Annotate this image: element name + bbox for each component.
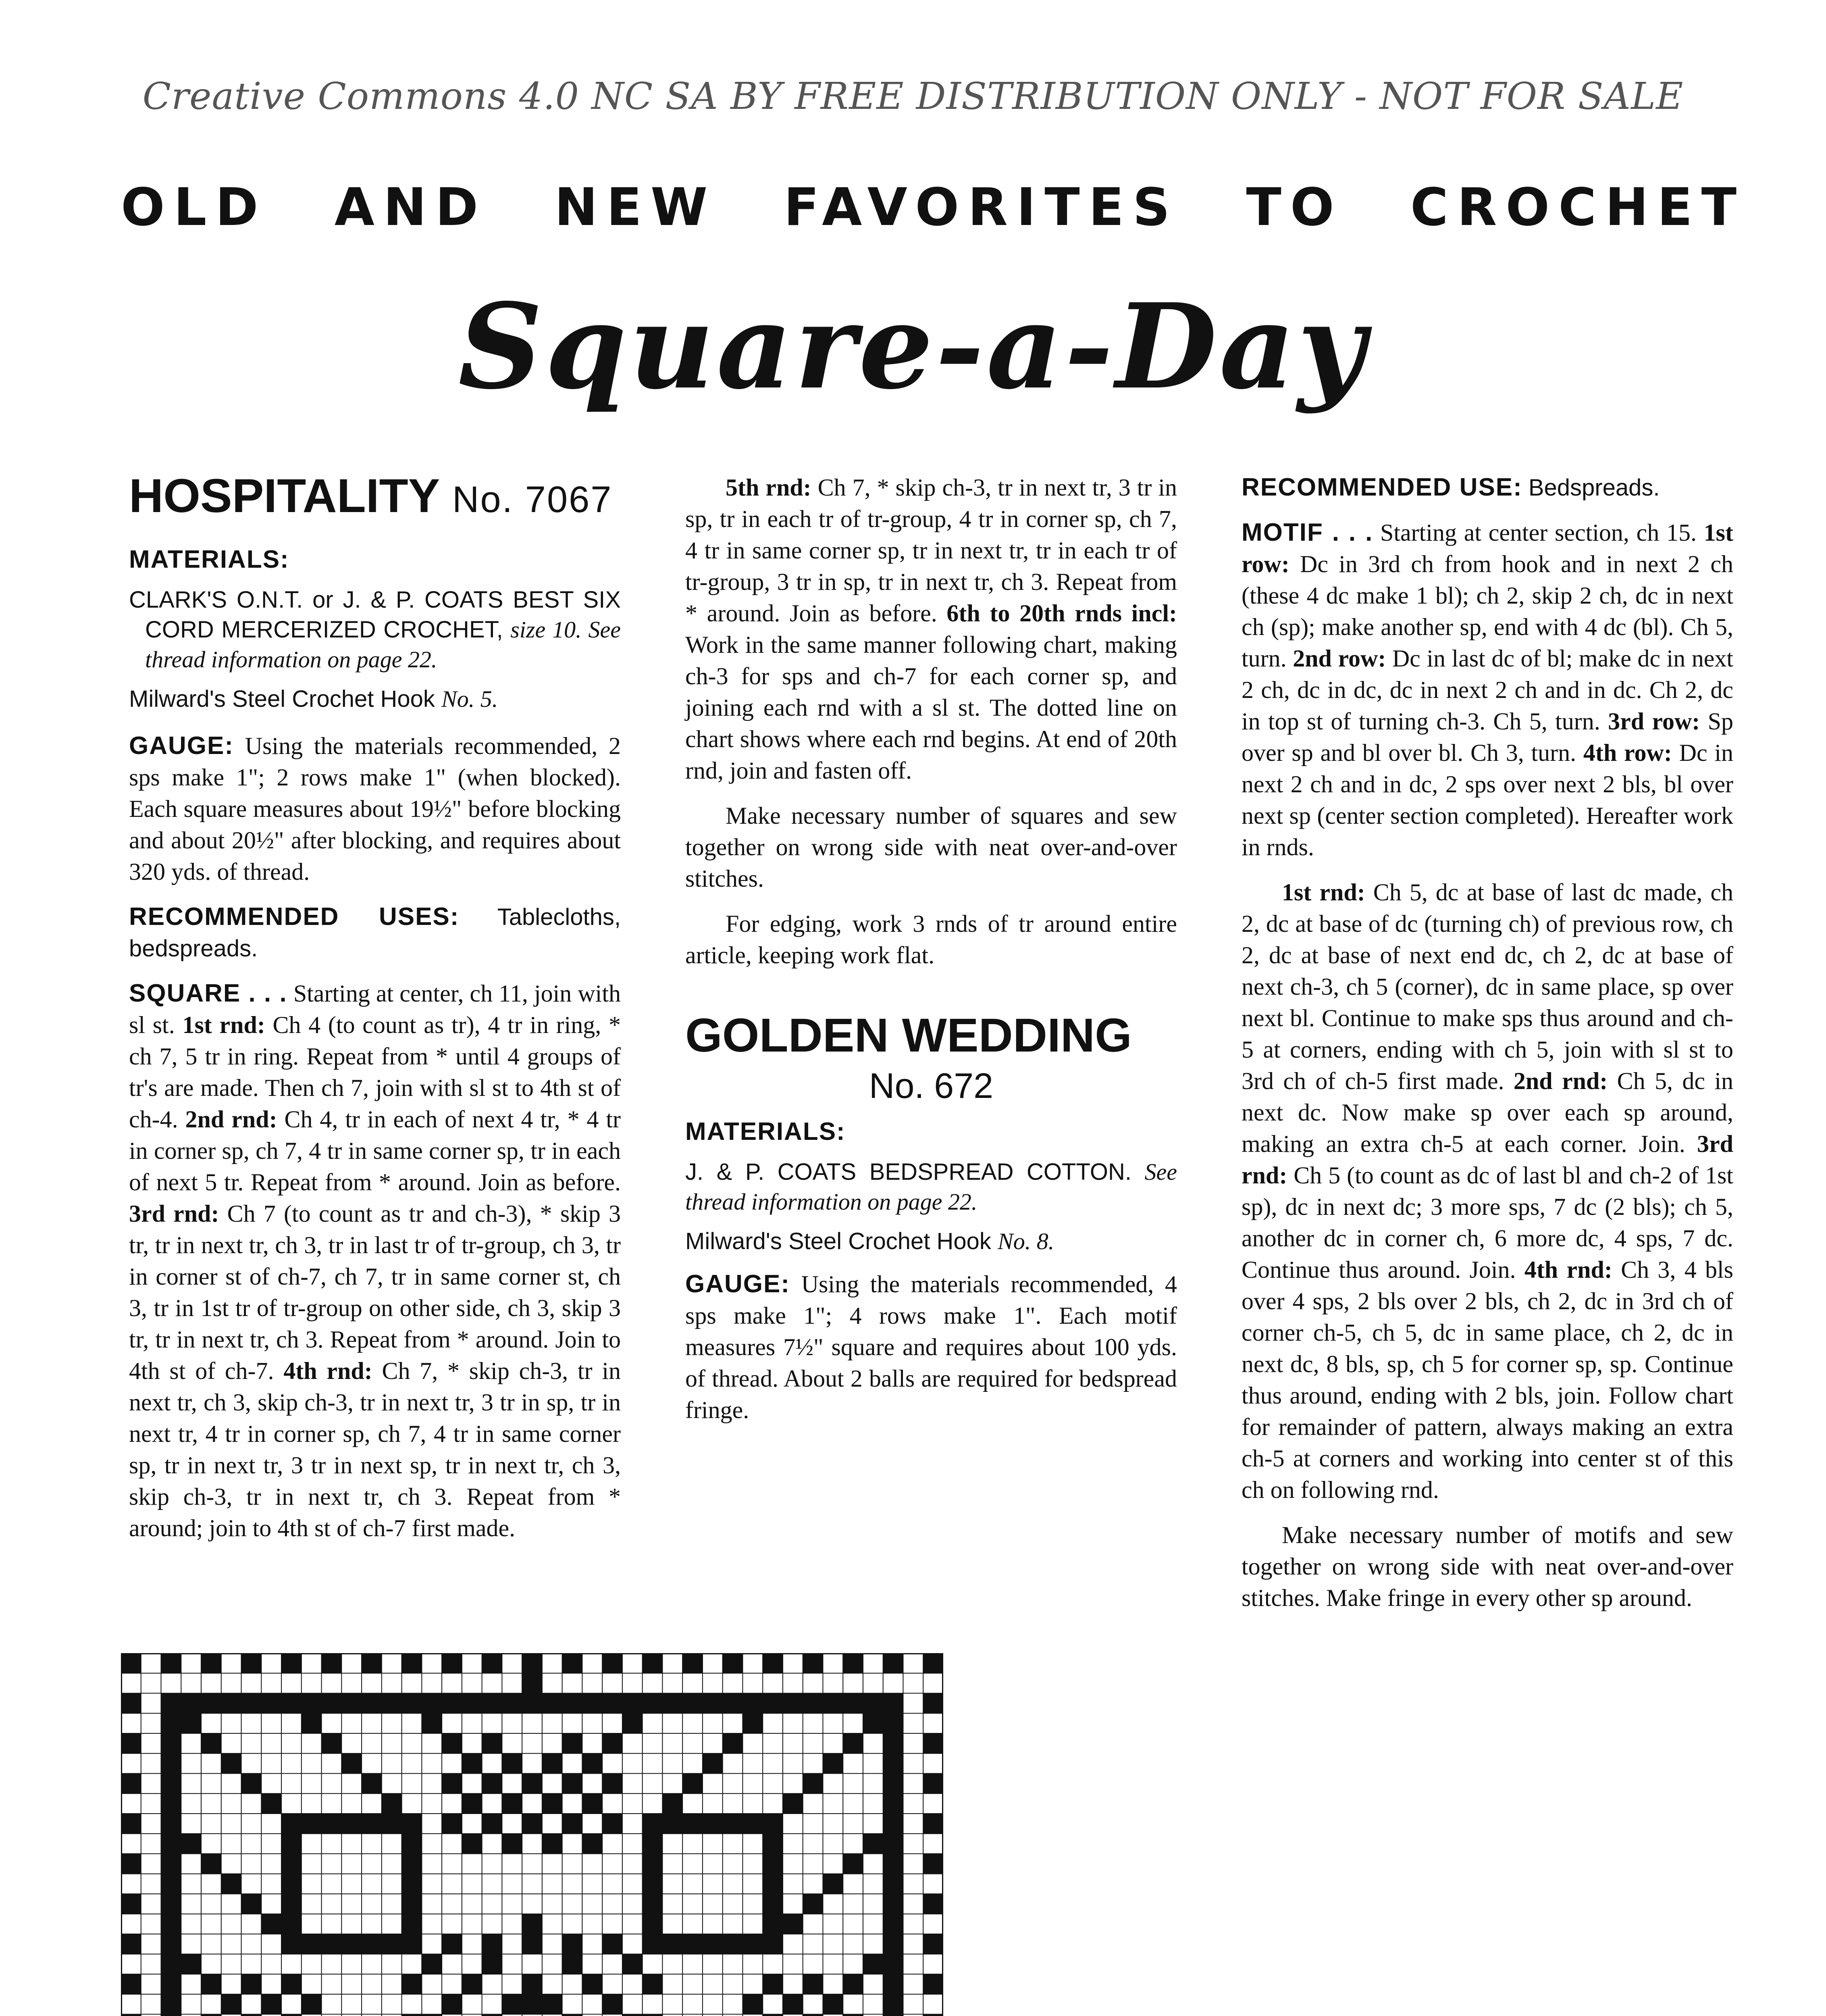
round-label: 2nd rnd: — [185, 1106, 277, 1133]
materials-hook — [129, 684, 621, 714]
materials-thread-text: J. & P. COATS BEDSPREAD COTTON. — [685, 1159, 1131, 1185]
column-2 — [685, 472, 1177, 1439]
motif-paragraph — [1242, 517, 1733, 863]
pattern-number: No. 7067 — [452, 479, 613, 520]
gauge-label: GAUGE: — [685, 1270, 790, 1298]
round-text: Ch 5, dc in next dc. Now make sp over each sp around, making an extra ch-5 at each corner. Join. — [1242, 1068, 1733, 1157]
row-text: Sp over sp and bl over bl. Ch 3, turn. — [1242, 708, 1734, 766]
edging-paragraph: For edging, work 3 rnds of tr around entire article, keeping work flat. — [685, 910, 1177, 968]
row-text: Dc in 3rd ch from hook and in next 2 ch (these 4 dc make 1 bl); ch 2, skip 2 ch, dc in next ch (sp); make another sp, end with 4 dc (bl). Ch 5, turn. — [1242, 551, 1733, 672]
materials-thread-note: See thread information on page 22. — [685, 1159, 1177, 1215]
uses-paragraph — [129, 901, 621, 964]
materials-thread — [129, 585, 621, 675]
round-label: 1st rnd: — [1282, 879, 1365, 906]
assembly-paragraph: Make necessary number of squares and sew together on wrong side with neat over-and-over stitches. — [685, 802, 1177, 892]
round-label: 1st rnd: — [182, 1012, 265, 1038]
round-text: Ch 3, 4 bls over 4 sps, 2 bls over 2 bls, ch 2, dc in 3rd ch of corner ch-5, ch 5, dc in same place, ch 2, dc in next dc, 8 bls, sp, ch 5 for corner sp, sp. Continue thus around, ending with 2 bls, join. Follow chart for remainder of pattern, always making an extra ch-5 at corners and working into center st of this ch on following rnd. — [1242, 1256, 1734, 1503]
uses-label: RECOMMENDED USE: — [1242, 473, 1522, 501]
materials-label: MATERIALS: — [685, 1118, 846, 1145]
round-text: Work in the same manner following chart, making ch-3 for sps and ch-7 for each corner sp, and joining each rnd with a sl st. The dotted line on chart shows where each rnd begins. At end of 20th rnd, join and fasten off. — [685, 631, 1177, 784]
pattern-title-hospitality — [129, 468, 621, 528]
row-label: 3rd row: — [1608, 708, 1700, 735]
materials-hook-text: Milward's Steel Crochet Hook — [129, 686, 435, 712]
round-text: Ch 4 (to count as tr), 4 tr in ring, * ch 7, 5 tr in ring. Repeat from * until 4 groups of tr's are made. Then ch 7, join with sl st to 4th st of ch-4. — [129, 1012, 621, 1133]
materials-hook-number: No. 5. — [441, 686, 498, 712]
row-text: Dc in last dc of bl; make dc in next 2 ch, dc in dc, dc in next 2 ch and in dc. Ch 2, dc in top st of turning ch-3. Ch 5, turn. — [1242, 645, 1734, 735]
round-label: 6th to 20th rnds incl: — [946, 600, 1177, 627]
pattern-name: HOSPITALITY — [129, 469, 439, 523]
round-label: 3rd rnd: — [1242, 1131, 1733, 1189]
uses-label: RECOMMENDED USES: — [129, 903, 460, 931]
pattern-name: GOLDEN WEDDING — [685, 1009, 1132, 1062]
materials-thread — [685, 1157, 1177, 1217]
round-label: 2nd rnd: — [1513, 1068, 1608, 1094]
column-1 — [129, 468, 621, 1558]
round-label: 4th rnd: — [283, 1358, 372, 1384]
rounds-paragraph — [1242, 877, 1733, 1506]
round-label: 5th rnd: — [726, 474, 811, 501]
round-text: Ch 5, dc at base of last dc made, ch 2, dc at base of dc (turning ch) of previous row, ch 2, dc at base of next end dc, ch 2, dc at base of next ch-3, ch 5 (corner), dc in same place, sp over next bl. Continue to make sps thus around and ch-5 at corners, ending with ch 5, join with sl st to 3rd ch of ch-5 first made. — [1242, 879, 1733, 1094]
pattern-title-golden-wedding — [685, 1007, 1177, 1108]
assembly-paragraph: Make necessary number of motifs and sew together on wrong side with neat over-and-over stitches. Make fringe in every other sp around. — [1242, 1522, 1733, 1611]
chart-7067 — [121, 1653, 943, 2016]
script-title: Square-a-Day — [458, 278, 1368, 415]
materials-hook-number: No. 8. — [998, 1228, 1054, 1254]
pattern-number: No. 672 — [869, 1066, 994, 1106]
materials-hook-text: Milward's Steel Crochet Hook — [685, 1228, 991, 1254]
row-text: Dc in next 2 ch and in dc, 2 sps over next 2 bls, bl over next sp (center section completed). Hereafter work in rnds. — [1242, 739, 1733, 860]
round-text: Ch 7, * skip ch-3, tr in next tr, 3 tr in sp, tr in each tr of tr-group, 4 tr in corner sp, ch 7, 4 tr in same corner sp, tr in next tr, tr in each tr of tr-group, 3 tr in sp, tr in next tr, ch 3. Repeat from * around. Join as before. — [685, 474, 1177, 627]
license-banner: Creative Commons 4.0 NC SA BY FREE DISTRIBUTION ONLY - NOT FOR SALE — [142, 75, 1684, 118]
round-text: Ch 5 (to count as dc of last bl and ch-2 of 1st sp), dc in next dc; 3 more sps, 7 dc (2 bls); ch 5, another dc in corner ch, 6 more dc, 4 sps, 7 dc. Continue thus around. Join. — [1242, 1162, 1734, 1283]
uses-paragraph — [1242, 472, 1733, 503]
motif-text: Starting at center section, ch 15. — [1380, 519, 1697, 546]
round-label: 4th rnd: — [1524, 1256, 1612, 1283]
round-text: Ch 7 (to count as tr and ch-3), * skip 3 tr, tr in next tr, ch 3, tr in last tr of tr-group, ch 3, tr in corner st of ch-7, ch 7, tr in same corner st, ch 3, tr in 1st tr of tr-group on other side, ch 3, skip 3 tr, tr in next tr, ch 3. Repeat from * around. Join to 4th st of ch-7. — [129, 1200, 621, 1384]
materials-thread-text: CLARK'S O.N.T. or J. & P. COATS BEST SIX CORD MERCERIZED CROCHET, — [129, 587, 621, 643]
materials-thread-note: size 10. See thread information on page 22. — [145, 616, 621, 673]
square-text: Starting at center, ch 11, join with sl st. — [129, 980, 621, 1038]
gauge-paragraph — [129, 730, 621, 887]
motif-label: MOTIF . . . — [1242, 519, 1373, 546]
round-5-paragraph — [685, 472, 1177, 786]
gauge-text: Using the materials recommended, 2 sps make 1"; 2 rows make 1" (when blocked). Each square measures about 19½" before blocking and about 20½" after blocking, and requires about 320 yds. of thread. — [129, 733, 621, 885]
column-3 — [1242, 472, 1733, 1627]
row-label: 4th row: — [1583, 739, 1672, 766]
uses-text: Tablecloths, bedspreads. — [129, 904, 621, 962]
gauge-text: Using the materials recommended, 4 sps make 1"; 4 rows make 1". Each motif measures 7½" square and requires about 100 yds. of thread. About 2 balls are required for bedspread fringe. — [685, 1271, 1177, 1423]
uses-text: Bedspreads. — [1528, 475, 1660, 501]
round-text: Ch 4, tr in each of next 4 tr, * 4 tr in corner sp, ch 7, 4 tr in same corner sp, tr in each of next 5 tr. Repeat from * around. Join as before. — [129, 1106, 621, 1195]
gauge-paragraph — [685, 1268, 1177, 1426]
materials-hook — [685, 1227, 1177, 1256]
page-heading: OLD AND NEW FAVORITES TO CROCHET — [121, 177, 1745, 237]
row-label: 2nd row: — [1293, 645, 1386, 672]
round-text: Ch 7, * skip ch-3, tr in next tr, ch 3, skip ch-3, tr in next tr, 3 tr in sp, tr in next tr, 4 tr in corner sp, ch 7, 4 tr in same corner sp, tr in next tr, 3 tr in next sp, tr in next tr, ch 3, skip ch-3, tr in next tr, ch 3. Repeat from * around; join to 4th st of ch-7 first made. — [129, 1358, 621, 1541]
instructions-paragraph — [129, 978, 621, 1544]
square-label: SQUARE . . . — [129, 979, 287, 1007]
round-label: 3rd rnd: — [129, 1200, 219, 1227]
row-label: 1st row: — [1242, 519, 1733, 577]
gauge-label: GAUGE: — [129, 732, 234, 760]
materials-label: MATERIALS: — [129, 546, 289, 573]
